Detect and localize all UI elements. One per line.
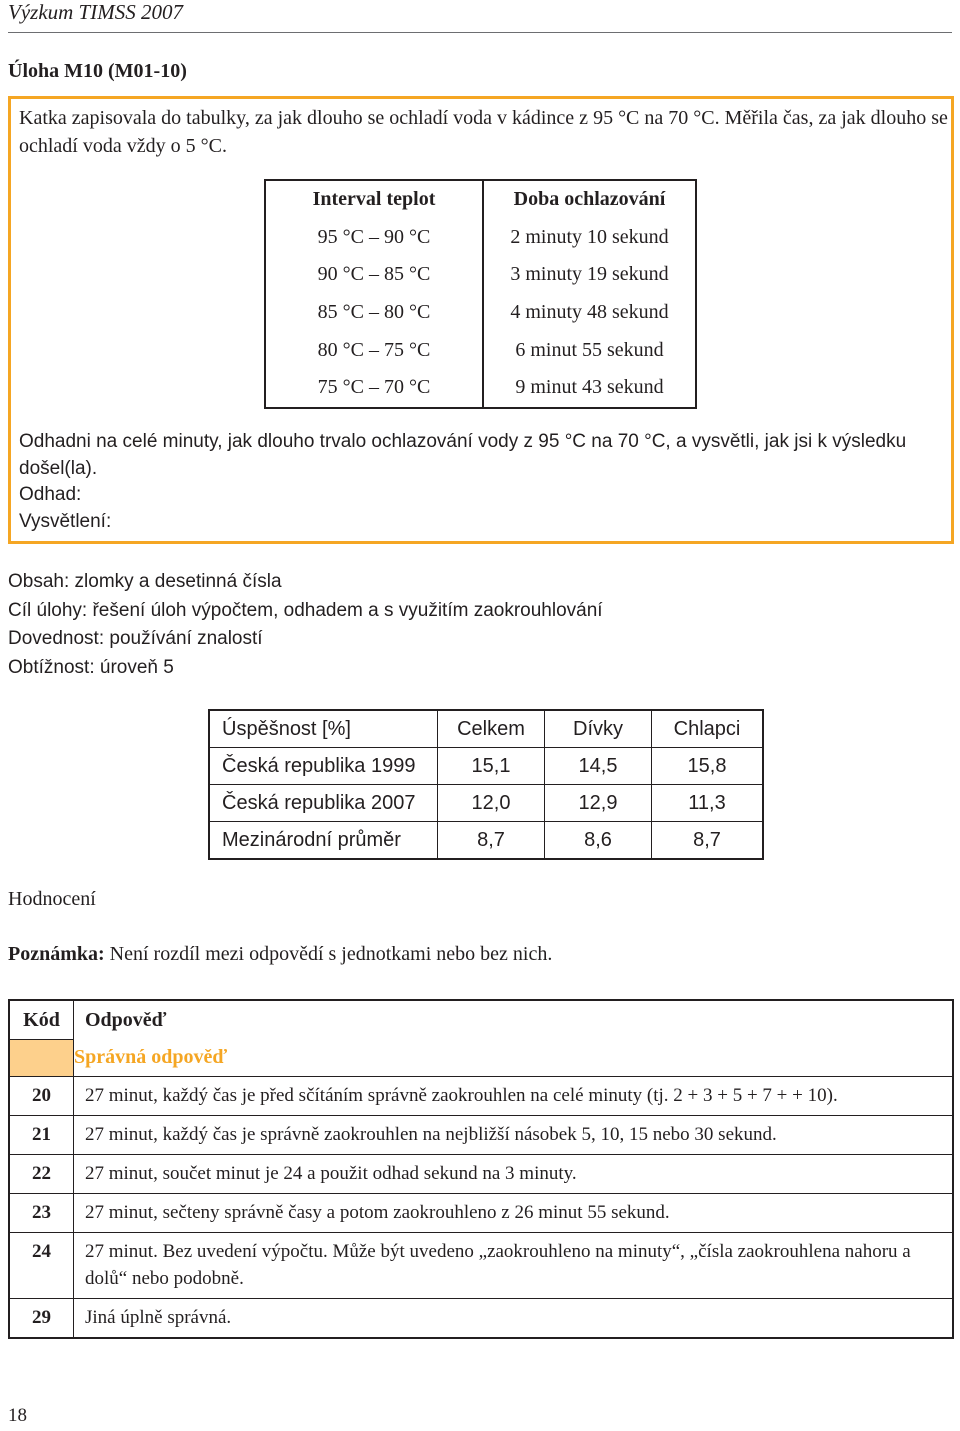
page-number: 18 xyxy=(8,1405,27,1426)
table-row xyxy=(209,748,763,785)
code-cell: 21 xyxy=(9,1116,74,1155)
code-description: 27 minut, sečteny správně časy a potom zaokrouhleno z 26 minut 55 sekund. xyxy=(74,1194,954,1233)
correct-answer-label: Správná odpověď xyxy=(74,1040,954,1077)
table-row xyxy=(209,822,763,860)
stats-header-total: Celkem xyxy=(438,710,545,748)
stats-girls-cell: 12,9 xyxy=(545,785,652,822)
duration-cell: 6 minut 55 sekund xyxy=(515,338,664,361)
table-row xyxy=(9,1077,953,1116)
stats-boys-cell: 8,7 xyxy=(652,822,764,860)
scoring-note xyxy=(8,943,552,966)
code-description: 27 minut, každý čas je před sčítáním správně zaokrouhlen na celé minuty (tj. 2 + 3 + 5 + 7 + + 10). xyxy=(74,1077,954,1116)
code-description: 27 minut, součet minut je 24 a použit odhad sekund na 3 minuty. xyxy=(74,1155,954,1194)
stats-row-label: Česká republika 1999 xyxy=(209,748,438,785)
meta-skill: Dovednost: používání znalostí xyxy=(8,628,263,649)
table-row xyxy=(9,1194,953,1233)
running-header: Výzkum TIMSS 2007 xyxy=(8,0,183,24)
meta-difficulty: Obtížnost: úroveň 5 xyxy=(8,656,174,678)
stats-header-girls: Dívky xyxy=(545,710,652,748)
task-metadata xyxy=(8,568,603,682)
stats-total-cell: 12,0 xyxy=(438,785,545,822)
task-intro: Katka zapisovala do tabulky, za jak dlouho se ochladí voda v kádince z 95 °C na 70 °C. Měřila čas, za jak dlouho se ochladí voda vždy o 5 °C. xyxy=(19,107,948,157)
note-label: Poznámka: xyxy=(8,943,105,965)
stats-boys-cell: 15,8 xyxy=(652,748,764,785)
stats-girls-cell: 8,6 xyxy=(545,822,652,860)
cooling-header-interval: Interval teplot xyxy=(265,180,483,219)
table-row xyxy=(265,219,696,257)
code-cell: 24 xyxy=(9,1233,74,1299)
estimate-label: Odhad: xyxy=(19,484,82,505)
table-row xyxy=(265,369,696,408)
codes-header-code: Kód xyxy=(9,1000,74,1040)
code-description: 27 minut. Bez uvedení výpočtu. Může být uvedeno „zaokrouhleno na minuty“, „čísla zaokrouhlena nahoru a dolů“ nebo podobně. xyxy=(74,1233,954,1299)
code-cell: 20 xyxy=(9,1077,74,1116)
interval-cell: 95 °C – 90 °C xyxy=(265,219,483,257)
meta-goal: Cíl úlohy: řešení úloh výpočtem, odhadem a s využitím zaokrouhlování xyxy=(8,599,603,621)
codes-header-answer: Odpověď xyxy=(74,1000,954,1040)
explanation-label: Vysvětlení: xyxy=(19,511,112,532)
interval-cell: 85 °C – 80 °C xyxy=(265,294,483,332)
note-text: Není rozdíl mezi odpovědí s jednotkami nebo bez nich. xyxy=(104,943,553,965)
correct-answer-row xyxy=(9,1040,953,1077)
stats-header-label: Úspěšnost [%] xyxy=(209,710,438,748)
cooling-table-header xyxy=(265,180,696,219)
table-row xyxy=(9,1299,953,1339)
duration-cell: 3 minuty 19 sekund xyxy=(510,263,669,286)
table-row xyxy=(9,1233,953,1299)
cooling-table xyxy=(264,179,697,409)
stats-boys-cell: 11,3 xyxy=(652,785,764,822)
stats-total-cell: 15,1 xyxy=(438,748,545,785)
code-description: 27 minut, každý čas je správně zaokrouhlen na nejbližší násobek 5, 10, 15 nebo 30 sekund. xyxy=(74,1116,954,1155)
duration-cell: 9 minut 43 sekund xyxy=(515,376,664,399)
table-row xyxy=(265,256,696,294)
table-row xyxy=(9,1155,953,1194)
stats-total-cell: 8,7 xyxy=(438,822,545,860)
table-row xyxy=(9,1116,953,1155)
table-row xyxy=(209,785,763,822)
meta-content: Obsah: zlomky a desetinná čísla xyxy=(8,571,282,592)
table-row xyxy=(265,294,696,332)
code-description: Jiná úplně správná. xyxy=(74,1299,954,1339)
code-cell: 22 xyxy=(9,1155,74,1194)
codes-header-row xyxy=(9,1000,953,1040)
cooling-header-duration: Doba ochlazování xyxy=(513,188,666,211)
interval-cell: 75 °C – 70 °C xyxy=(265,369,483,408)
duration-cell: 4 minuty 48 sekund xyxy=(510,301,669,324)
table-row xyxy=(209,710,763,748)
stats-girls-cell: 14,5 xyxy=(545,748,652,785)
interval-cell: 80 °C – 75 °C xyxy=(265,331,483,369)
correct-answer-swatch xyxy=(9,1040,74,1077)
table-row xyxy=(265,331,696,369)
code-cell: 29 xyxy=(9,1299,74,1339)
scoring-codes-table xyxy=(8,999,954,1339)
evaluation-heading: Hodnocení xyxy=(8,888,96,910)
task-title: Úloha M10 (M01-10) xyxy=(8,60,187,82)
success-rate-table xyxy=(208,709,764,860)
task-question: Odhadni na celé minuty, jak dlouho trvalo ochlazování vody z 95 °C na 70 °C, a vysvětli, jak jsi k výsledku došel(la). xyxy=(19,431,907,479)
duration-cell: 2 minuty 10 sekund xyxy=(510,225,669,248)
code-cell: 23 xyxy=(9,1194,74,1233)
interval-cell: 90 °C – 85 °C xyxy=(265,256,483,294)
stats-row-label: Česká republika 2007 xyxy=(209,785,438,822)
header-divider xyxy=(8,32,952,33)
stats-row-label: Mezinárodní průměr xyxy=(209,822,438,860)
stats-header-boys: Chlapci xyxy=(652,710,764,748)
